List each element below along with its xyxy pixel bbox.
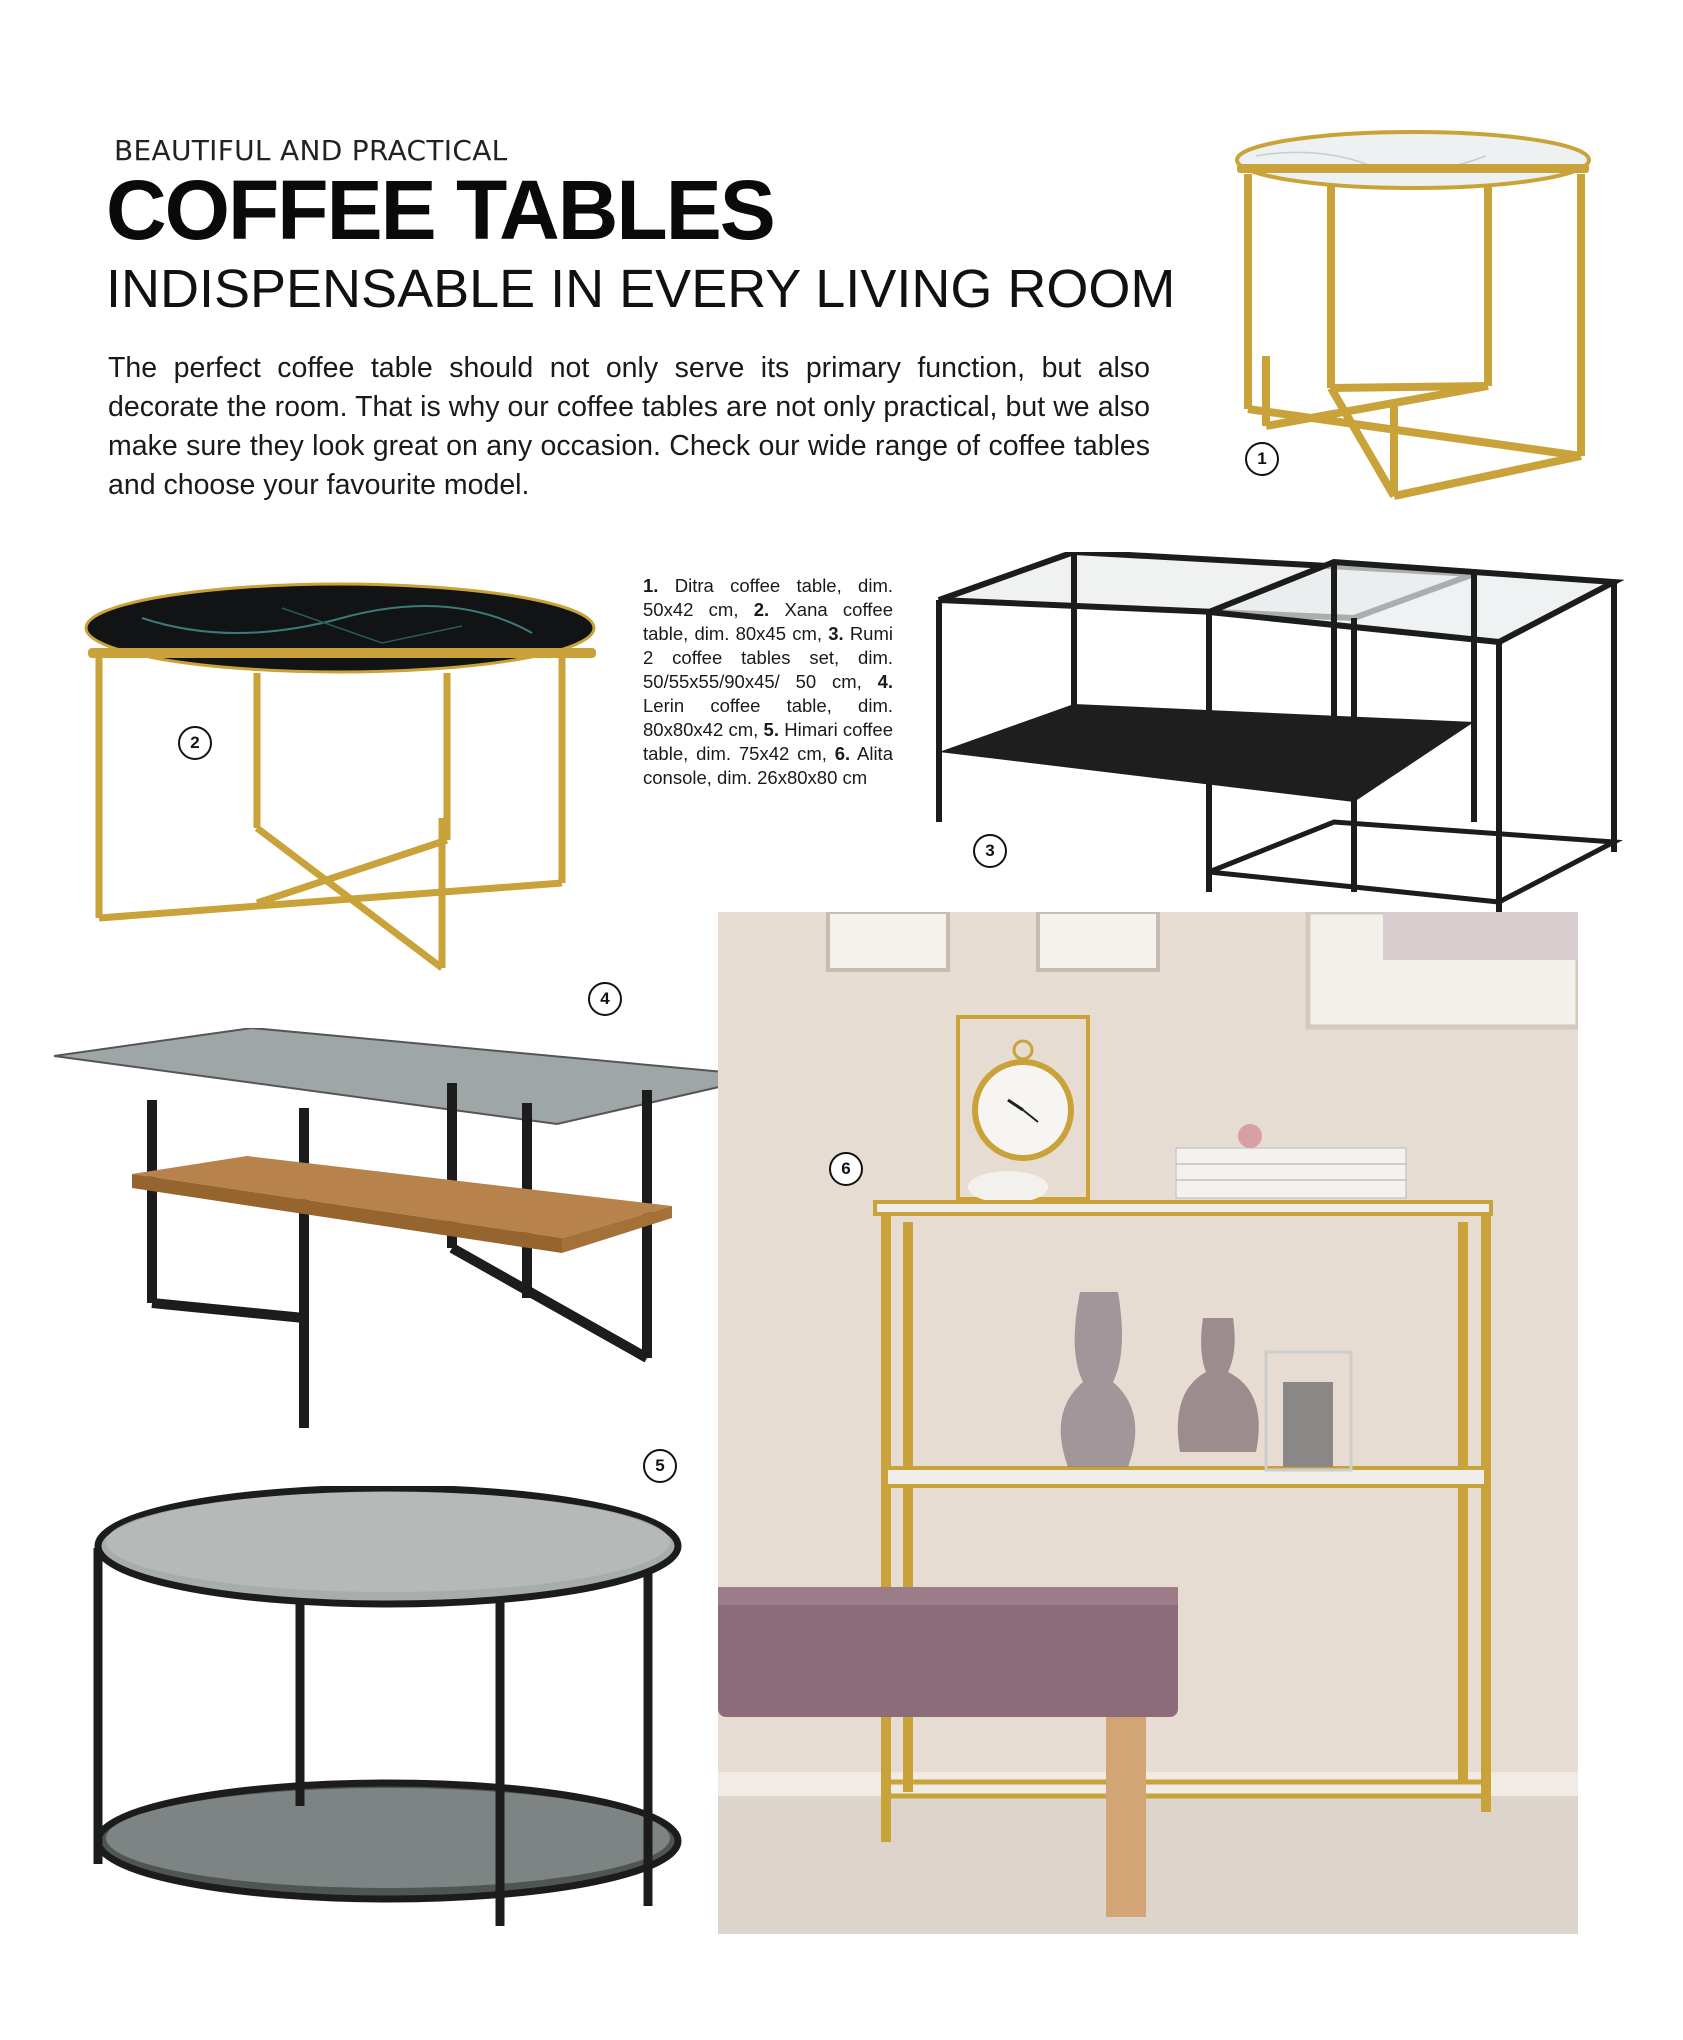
product-image-alita-room [718,912,1578,1934]
caption-text-5: Himari coffee table, dim. 75x42 cm, [643,719,893,764]
caption-num-2: 2. [753,599,770,620]
badge-3: 3 [973,834,1007,868]
caption-text-4: Lerin coffee table, dim. 80x80x42 cm, [643,695,893,740]
caption-text-3: Rumi 2 coffee tables set, dim. 50/55x55/90x45/ 50 cm, [643,623,893,692]
intro-paragraph: The perfect coffee table should not only serve its primary function, but also decorate the room. That is why our coffee tables are not only practical, but we also make sure they look great on any occasion. Check our wide range of coffee tables and choose your favourite model. [108,352,1150,501]
page-title: COFFEE TABLES [106,163,774,257]
product-image-ditra [1226,126,1606,506]
caption-num-6: 6. [834,743,851,764]
caption-num-3: 3. [828,623,844,644]
caption-num-1: 1. [643,575,659,596]
badge-4: 4 [588,982,622,1016]
caption-text-1: Ditra coffee table, dim. 50x42 cm, [643,575,893,620]
product-image-lerin [52,1028,772,1448]
caption-text-2: Xana coffee table, dim. 80x45 cm, [643,599,893,644]
product-caption [643,574,893,790]
product-image-rumi [934,552,1624,952]
product-image-himari [88,1486,688,1936]
badge-1: 1 [1245,442,1279,476]
caption-num-5: 5. [763,719,779,740]
caption-num-4: 4. [877,671,893,692]
badge-6: 6 [829,1152,863,1186]
kicker: BEAUTIFUL AND PRACTICAL [114,134,508,167]
badge-5: 5 [643,1449,677,1483]
page-subtitle: INDISPENSABLE IN EVERY LIVING ROOM [106,259,1176,319]
product-image-xana [82,578,612,978]
badge-2: 2 [178,726,212,760]
caption-text-6: Alita console, dim. 26x80x80 cm [643,743,893,788]
